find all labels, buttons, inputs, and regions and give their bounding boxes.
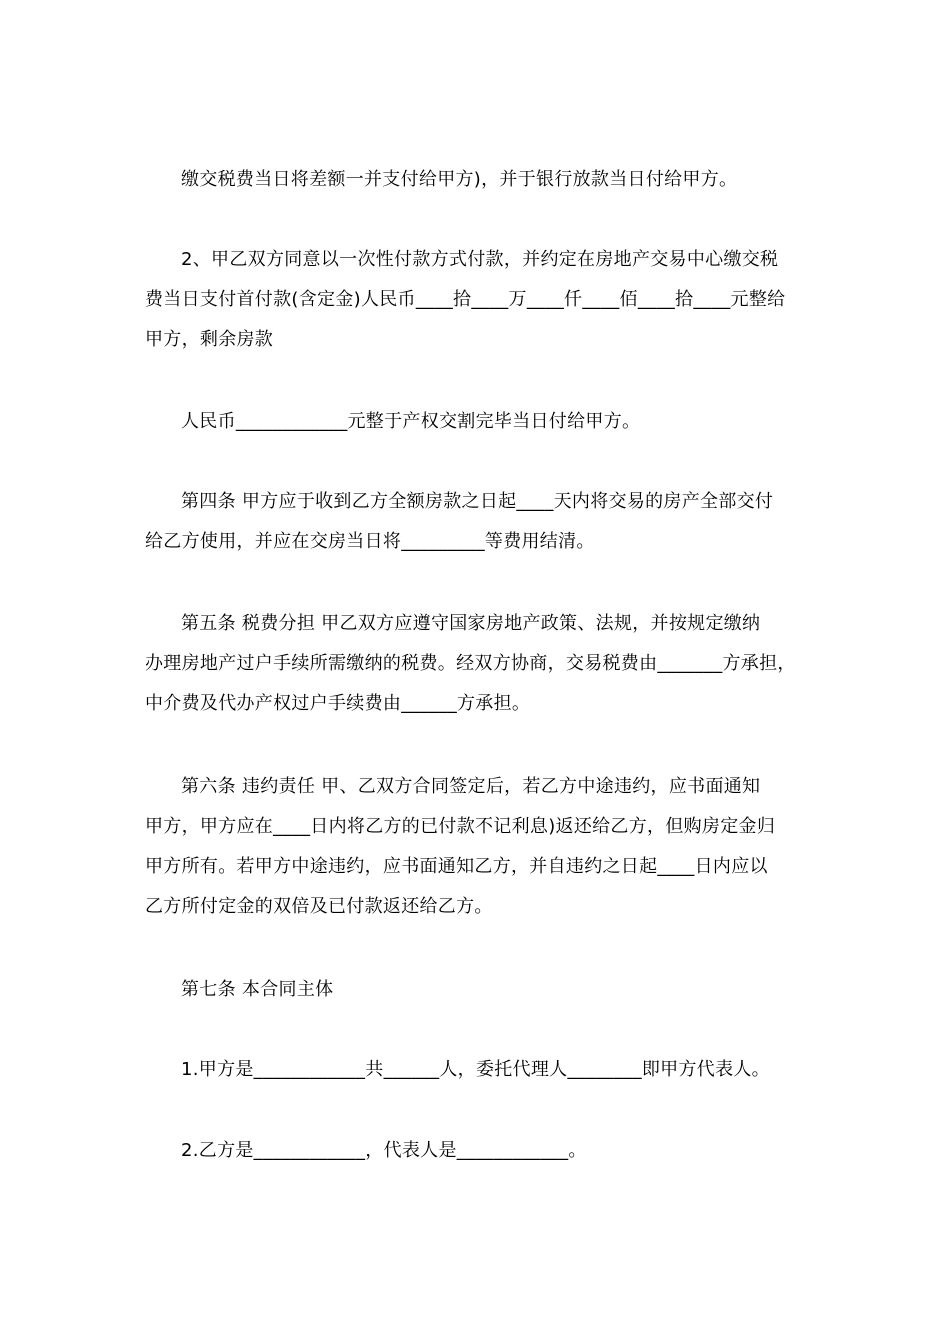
text-line: 第四条 甲方应于收到乙方全额房款之日起____天内将交易的房产全部交付 [181,491,774,512]
paragraph-article-6 [145,767,817,927]
section-heading: 第七条 本合同主体 [181,979,334,1000]
text-line: 甲方，甲方应在____日内将乙方的已付款不记利息)返还给乙方，但购房定金归 [145,816,776,837]
text-line: 人民币____________元整于产权交割完毕当日付给甲方。 [181,411,641,432]
text-line: 第六条 违约责任 甲、乙双方合同签定后，若乙方中途违约，应书面通知 [181,776,761,797]
text-line: 2.乙方是____________，代表人是____________。 [181,1140,587,1161]
text-line: 2、甲乙双方同意以一次性付款方式付款，并约定在房地产交易中心缴交税 [181,249,779,270]
text-line: 缴交税费当日将差额一并支付给甲方)，并于银行放款当日付给甲方。 [181,169,738,190]
text-line: 甲方，剩余房款 [145,329,274,350]
text-line: 第五条 税费分担 甲乙双方应遵守国家房地产政策、法规，并按规定缴纳 [181,613,761,634]
paragraph-article-7 [145,970,817,1010]
text-line: 费当日支付首付款(含定金)人民币____拾____万____仟____佰____拾____元整给 [145,289,786,310]
text-line: 乙方所付定金的双倍及已付款返还给乙方。 [145,896,493,917]
paragraph-article-4 [145,482,817,562]
text-line: 甲方所有。若甲方中途违约，应书面通知乙方，并自违约之日起____日内应以 [145,856,768,877]
text-line: 办理房地产过户手续所需缴纳的税费。经双方协商，交易税费由_______方承担， [145,653,796,674]
paragraph-remaining-payment [145,402,817,442]
paragraph-party-b [145,1131,817,1171]
text-line: 1.甲方是____________共______人，委托代理人________即甲方代表人。 [181,1059,770,1080]
paragraph-payment-continuation [145,160,817,200]
text-line: 给乙方使用，并应在交房当日将_________等费用结清。 [145,531,595,552]
paragraph-article-5 [145,604,817,724]
paragraph-party-a [145,1050,817,1090]
paragraph-one-time-payment [145,240,817,360]
text-line: 中介费及代办产权过户手续费由______方承担。 [145,693,531,714]
